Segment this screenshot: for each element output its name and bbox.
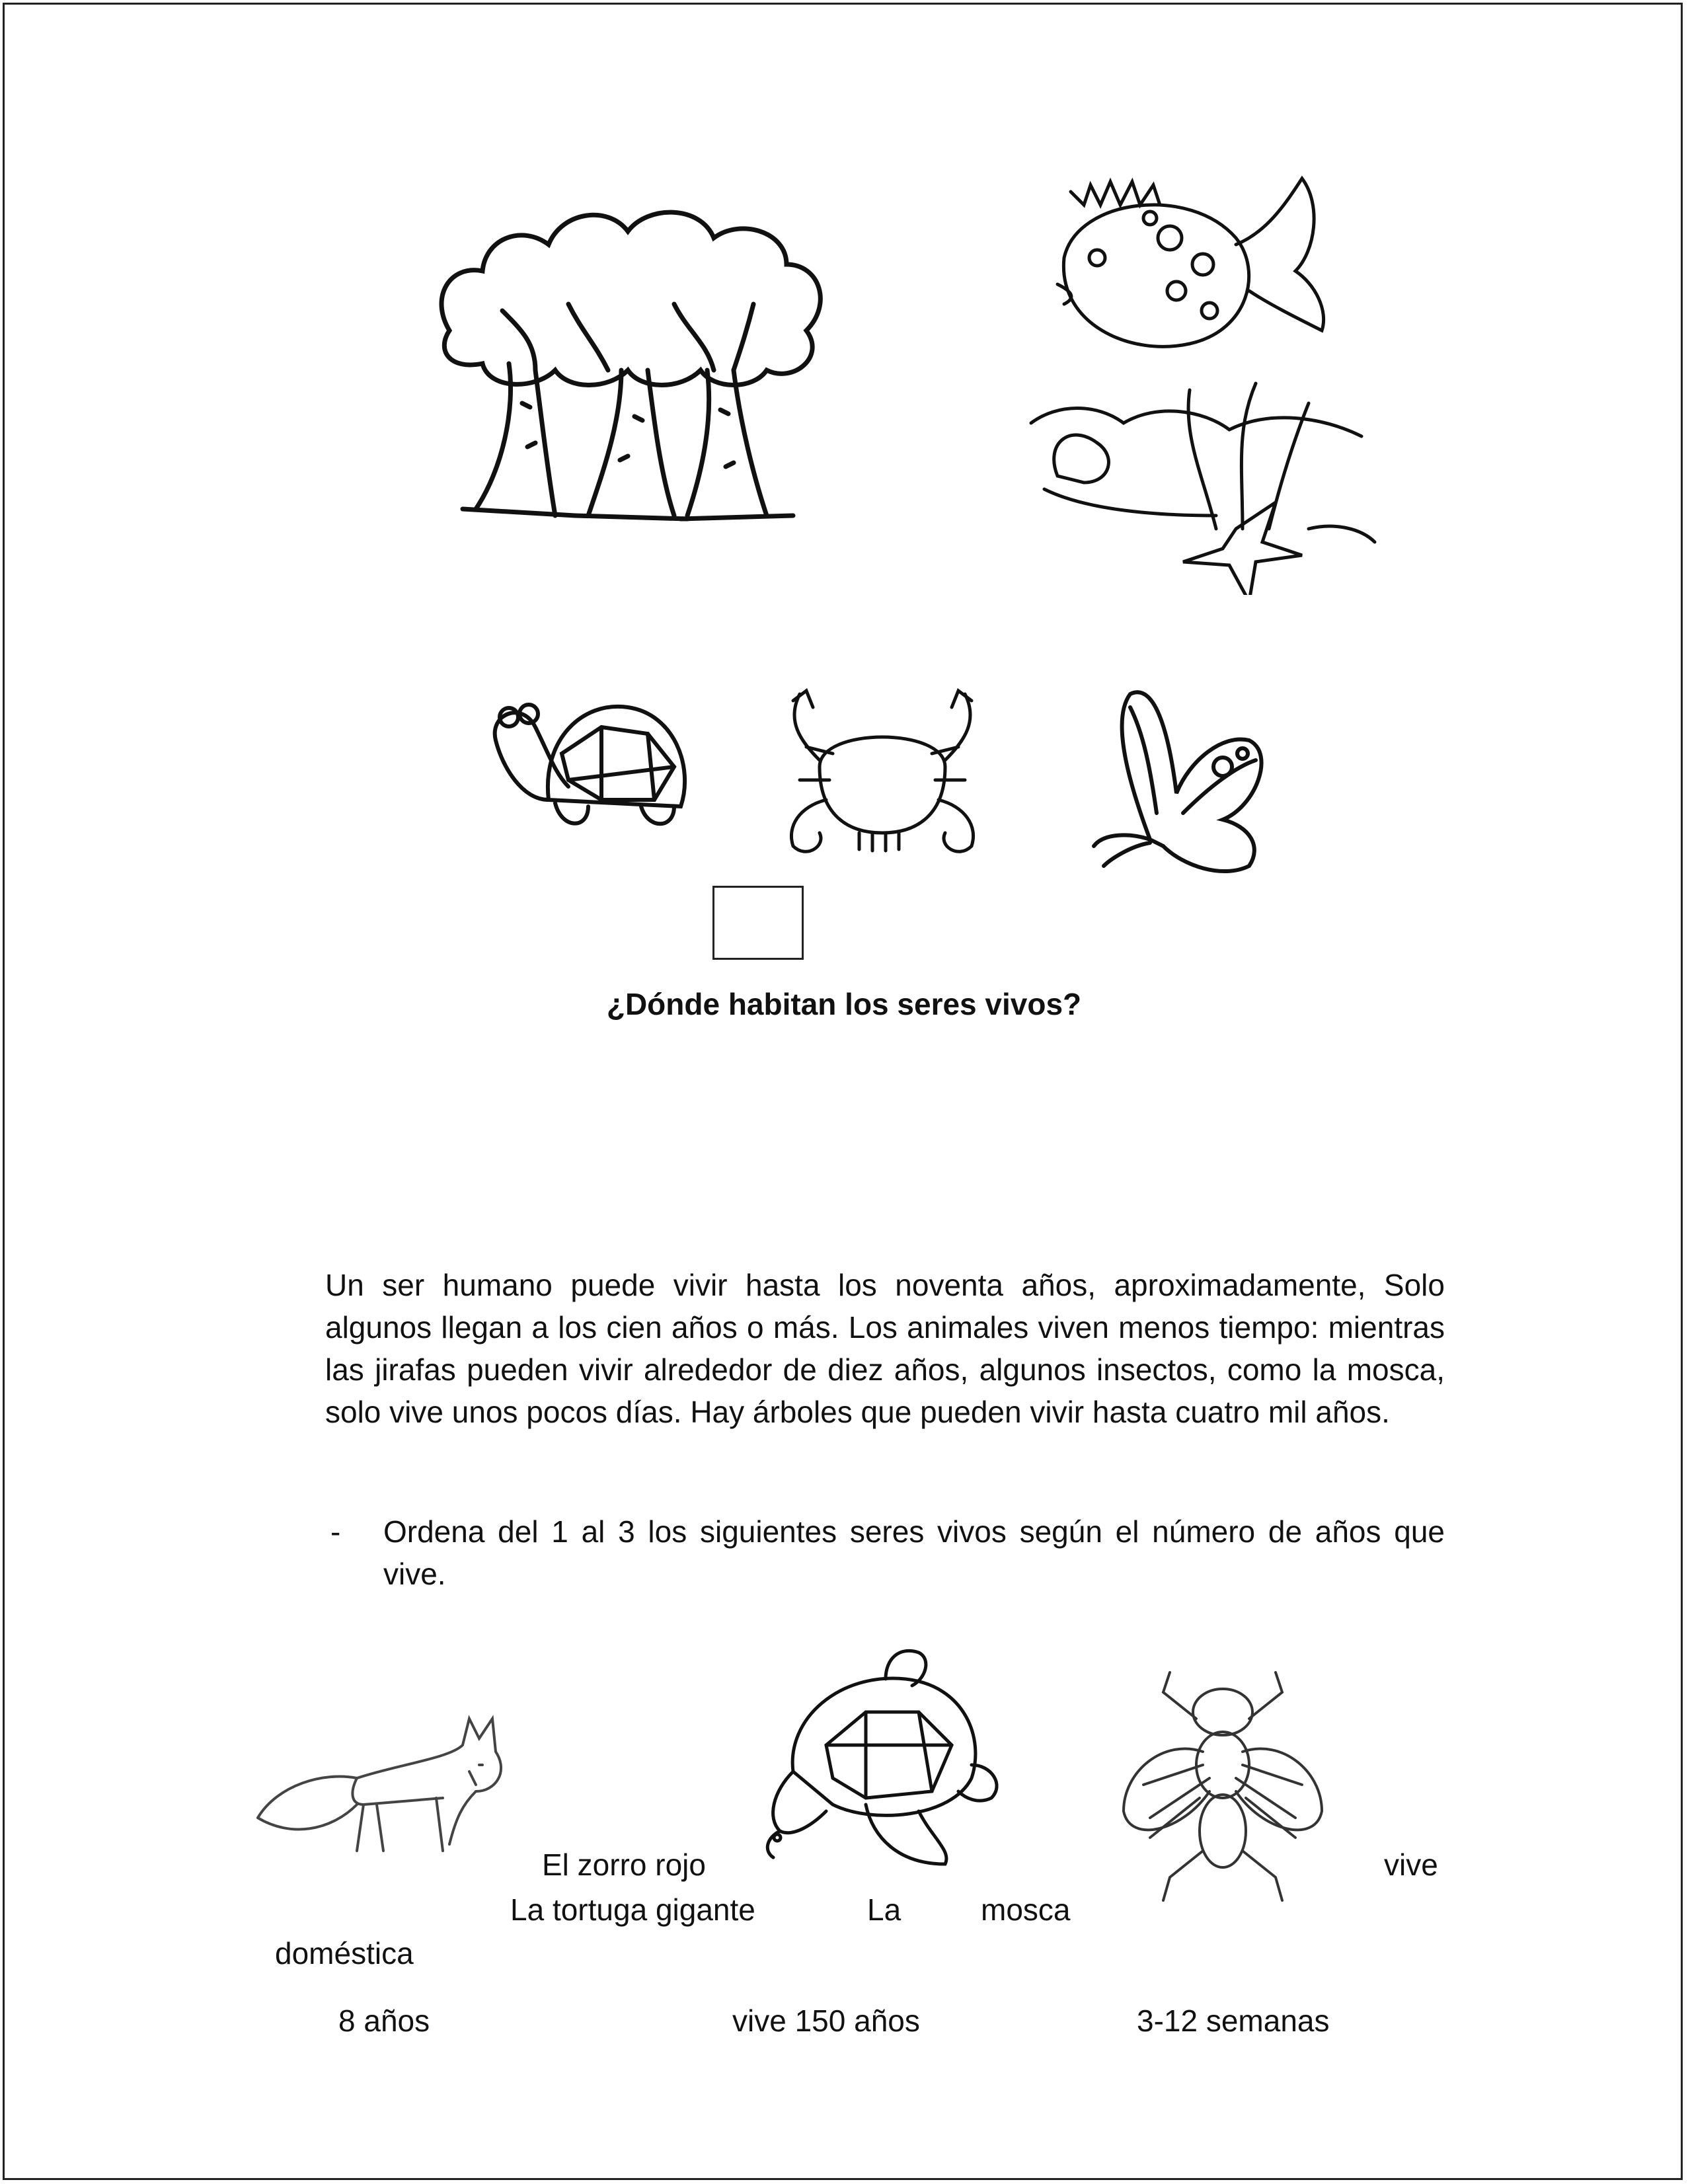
fly-weeks-label: 3-12 semanas bbox=[1137, 2004, 1330, 2038]
crab-illustration bbox=[773, 681, 991, 866]
fly-illustration bbox=[1110, 1666, 1335, 1904]
turtle-years-label: vive 150 años bbox=[732, 2004, 920, 2038]
trees-illustration bbox=[423, 192, 833, 535]
answer-box[interactable] bbox=[712, 886, 804, 960]
turtle-illustration bbox=[482, 687, 694, 846]
instruction-text: Ordena del 1 al 3 los siguientes seres vivos según el número de años que vive. bbox=[383, 1514, 1445, 1591]
page-title: ¿Dónde habitan los seres vivos? bbox=[606, 987, 1082, 1021]
bullet-dash: - bbox=[330, 1514, 341, 1549]
fly-mosca-label: mosca bbox=[981, 1892, 1071, 1927]
vive-label: vive bbox=[1384, 1848, 1438, 1882]
fox-name-label: El zorro rojo bbox=[542, 1848, 706, 1882]
reading-paragraph: Un ser humano puede vivir hasta los noventa años, aproximadamente, Solo algunos llegan a los cien años o más. Los animales viven menos tiempo: mientras las jirafas pueden vivir alrededor de diez años, algunos insectos, como la mosca, solo vive unos pocos días. Hay árboles que pueden vivir hasta cuatro mil años. bbox=[325, 1268, 1445, 1429]
fox-illustration bbox=[251, 1705, 516, 1864]
domestica-label: doméstica bbox=[275, 1936, 414, 1970]
turtle-name-label: La tortuga gigante bbox=[510, 1892, 755, 1927]
sea-turtle-illustration bbox=[753, 1639, 1005, 1884]
fly-la-label: La bbox=[867, 1892, 902, 1927]
fish-seabed-illustration bbox=[1018, 159, 1388, 595]
butterfly-illustration bbox=[1091, 681, 1282, 879]
fox-years-label: 8 años bbox=[338, 2004, 430, 2038]
